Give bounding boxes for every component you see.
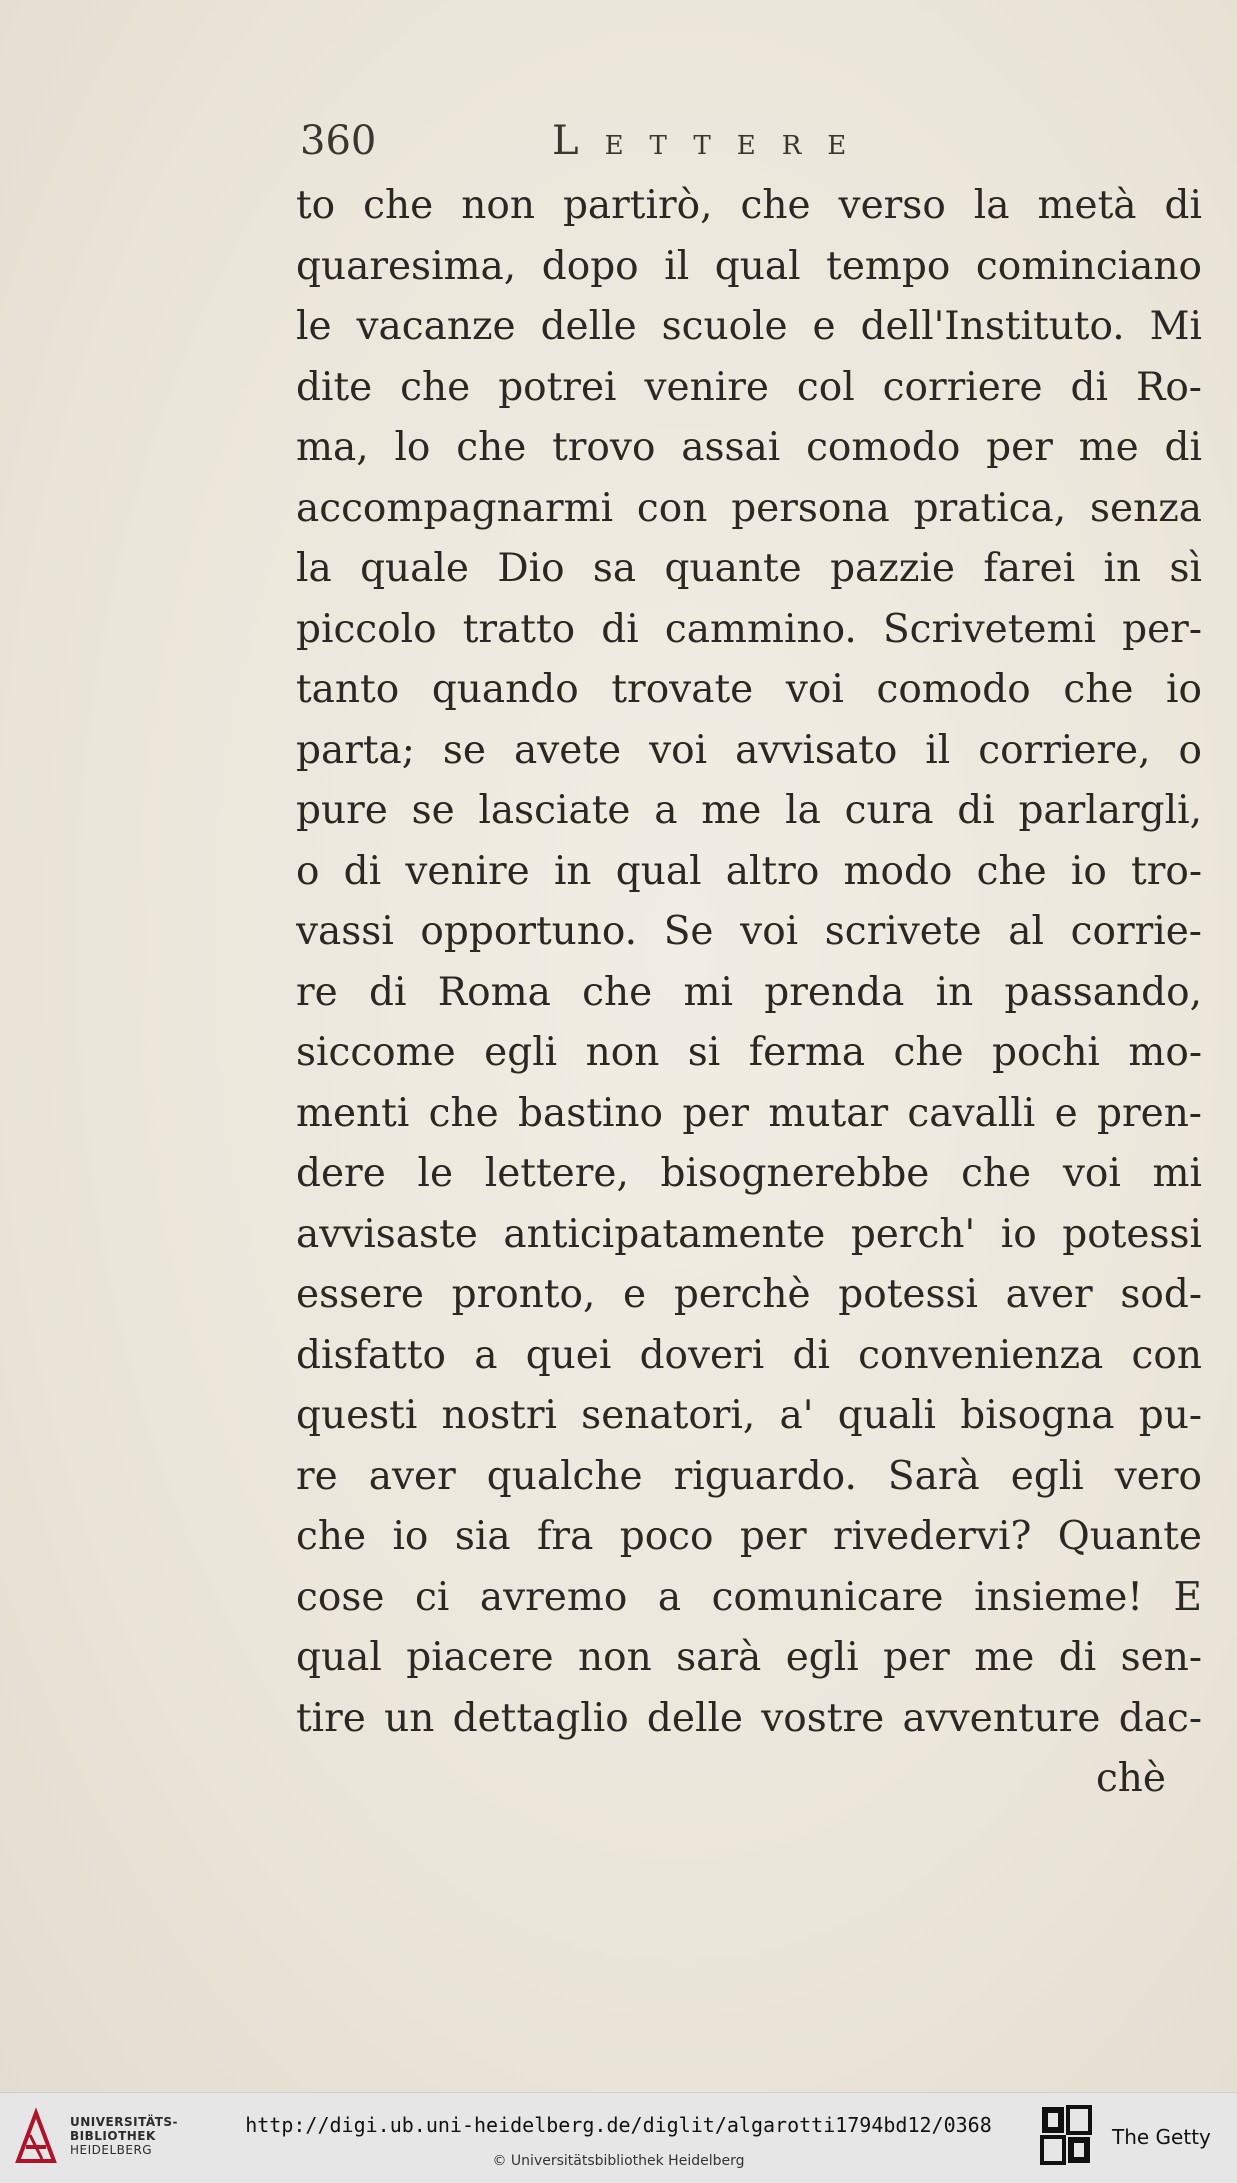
running-title <box>552 118 872 164</box>
text-line: ma, lo che trovo assai comodo per me di <box>296 425 1202 470</box>
text-line: piccolo tratto di cammino. Scrivetemi per- <box>296 606 1202 652</box>
getty-logo-icon <box>1040 2105 1092 2165</box>
text-line: re di Roma che mi prenda in passando, <box>296 969 1202 1015</box>
page-number: 360 <box>300 118 377 164</box>
logo-line-2: BIBLIOTHEK <box>70 2129 156 2143</box>
logo-line-1: UNIVERSITÄTS- <box>70 2115 179 2129</box>
running-title-rest: ETTERE <box>604 131 873 161</box>
page-header <box>300 118 1200 178</box>
getty-label: The Getty <box>1112 2125 1211 2149</box>
text-line: cose ci avremo a comunicare insieme! E <box>296 1574 1202 1620</box>
text-line: che io sia fra poco per rivedervi? Quante <box>296 1514 1202 1559</box>
text-line: la quale Dio sa quante pazzie farei in sì <box>296 546 1202 591</box>
text-line: dite che potrei venire col corriere di Ro- <box>296 364 1202 410</box>
permalink-url[interactable]: http://digi.ub.uni-heidelberg.de/diglit/algarotti1794bd12/0368 <box>245 2113 992 2137</box>
text-line: tire un dettaglio delle vostre avventure dac- <box>296 1695 1202 1741</box>
copyright-notice: © Universitätsbibliothek Heidelberg <box>492 2153 745 2169</box>
text-line: dere le lettere, bisognerebbe che voi mi <box>296 1151 1202 1196</box>
running-title-initial: L <box>552 118 605 164</box>
text-line: pure se lasciate a me la cura di parlargli, <box>296 788 1202 833</box>
text-line: essere pronto, e perchè potessi aver sod- <box>296 1272 1202 1317</box>
text-line: questi nostri senatori, a' quali bisogna pu- <box>296 1393 1202 1438</box>
text-line: o di venire in qual altro modo che io tro- <box>296 848 1202 894</box>
text-line: tanto quando trovate voi comodo che io <box>296 667 1202 712</box>
letter-text <box>296 176 1202 1810</box>
text-line: parta; se avete voi avvisato il corriere, o <box>296 727 1202 773</box>
text-line: menti che bastino per mutar cavalli e pren- <box>296 1090 1202 1136</box>
text-line: qual piacere non sarà egli per me di sen- <box>296 1635 1202 1680</box>
text-line: avvisaste anticipatamente perch' io potessi <box>296 1211 1202 1257</box>
text-line: disfatto a quei doveri di convenienza con <box>296 1332 1202 1378</box>
viewer-footer <box>0 2092 1237 2183</box>
text-line: to che non partirò, che verso la metà di <box>296 183 1202 228</box>
text-line: quaresima, dopo il qual tempo cominciano <box>296 243 1202 289</box>
logo-line-3: HEIDELBERG <box>70 2143 153 2157</box>
text-line: le vacanze delle scuole e dell'Instituto. Mi <box>296 304 1202 349</box>
catchword: chè <box>1095 1756 1166 1801</box>
text-line: siccome egli non si ferma che pochi mo- <box>296 1030 1202 1075</box>
text-line: accompagnarmi con persona pratica, senza <box>296 485 1202 531</box>
text-line: re aver qualche riguardo. Sarà egli vero <box>296 1453 1202 1499</box>
text-line: vassi opportuno. Se voi scrivete al corrie- <box>296 909 1202 954</box>
